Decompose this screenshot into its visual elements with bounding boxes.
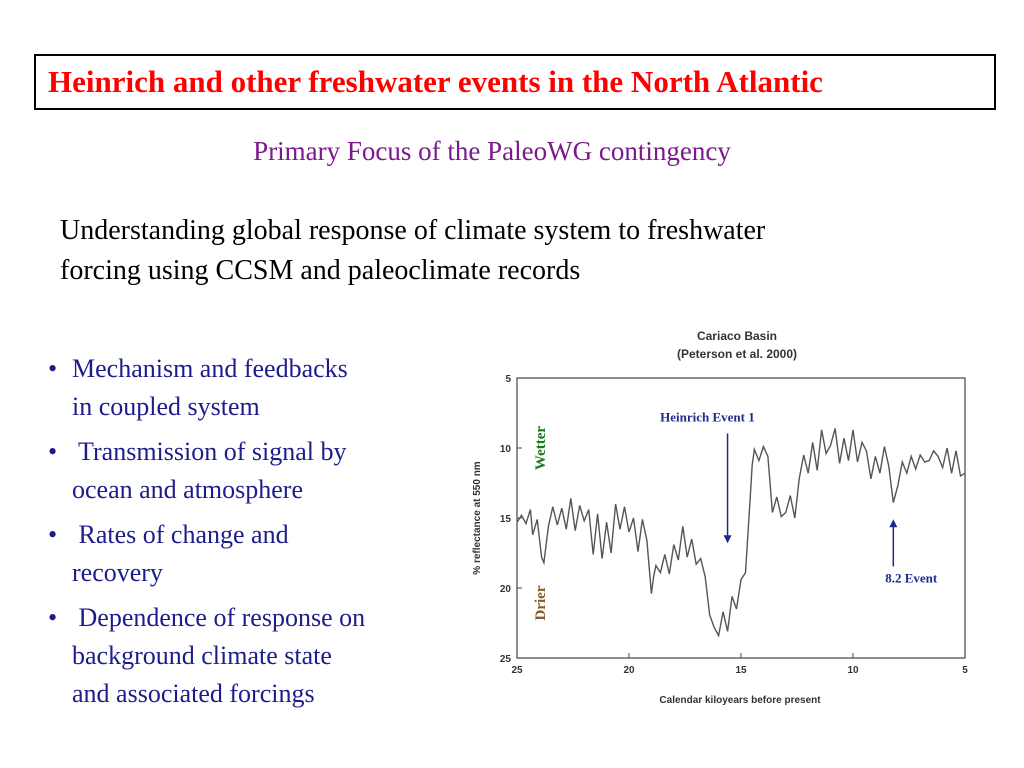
bullet-line: Rates of change and — [72, 520, 289, 549]
intro-line-1: Understanding global response of climate system to freshwater — [60, 215, 766, 246]
chart-title: Cariaco Basin — [696, 329, 778, 343]
bullet-line: recovery — [72, 558, 163, 587]
bullet-line: Transmission of signal by — [72, 437, 347, 466]
intro-line-2: forcing using CCSM and paleoclimate records — [60, 255, 581, 286]
x-axis-label: Calendar kiloyears before present — [659, 695, 821, 706]
annotation-arrowhead — [889, 519, 897, 527]
bullet-item — [48, 350, 438, 426]
y-tick-label: 5 — [505, 374, 511, 385]
bullet-line: Dependence of response on — [72, 603, 366, 632]
annotation-label: Heinrich Event 1 — [660, 409, 755, 425]
bullet-line: background climate state — [72, 641, 332, 670]
x-tick-label: 15 — [735, 665, 747, 676]
x-tick-label: 20 — [623, 665, 635, 676]
slide-subtitle: Primary Focus of the PaleoWG contingency — [253, 136, 731, 166]
title-box — [34, 54, 996, 110]
cariaco-chart — [460, 318, 990, 718]
bullet-marker: • — [48, 603, 58, 632]
reflectance-series-line — [517, 425, 965, 635]
bullet-item — [48, 599, 438, 713]
bullet-line: ocean and atmosphere — [72, 475, 304, 504]
bullet-marker: • — [48, 437, 58, 466]
bullet-line: Mechanism and feedbacks — [72, 354, 348, 383]
bullet-item — [48, 516, 438, 592]
bullet-marker: • — [48, 354, 58, 383]
x-tick-label: 25 — [511, 665, 523, 676]
x-tick-label: 5 — [962, 665, 968, 676]
y-tick-label: 10 — [499, 444, 511, 455]
slide-title: Heinrich and other freshwater events in the North Atlantic — [48, 64, 823, 99]
bullet-marker: • — [48, 520, 58, 549]
y-tick-label: 20 — [499, 584, 511, 595]
x-tick-label: 10 — [847, 665, 859, 676]
wetter-label: Wetter — [533, 425, 549, 471]
y-tick-label: 25 — [499, 654, 511, 665]
annotation-label: 8.2 Event — [885, 570, 938, 586]
bullet-line: and associated forcings — [72, 679, 315, 708]
event-annotations — [660, 409, 938, 585]
drier-label: Drier — [533, 585, 549, 621]
bullet-line: in coupled system — [72, 392, 260, 421]
bullet-list — [48, 350, 438, 720]
intro-text — [60, 211, 960, 291]
annotation-arrowhead — [724, 535, 732, 543]
bullet-item — [48, 433, 438, 509]
y-tick-label: 15 — [499, 514, 511, 525]
y-axis-label: % reflectance at 550 nm — [472, 461, 483, 575]
chart-subtitle: (Peterson et al. 2000) — [676, 347, 798, 361]
